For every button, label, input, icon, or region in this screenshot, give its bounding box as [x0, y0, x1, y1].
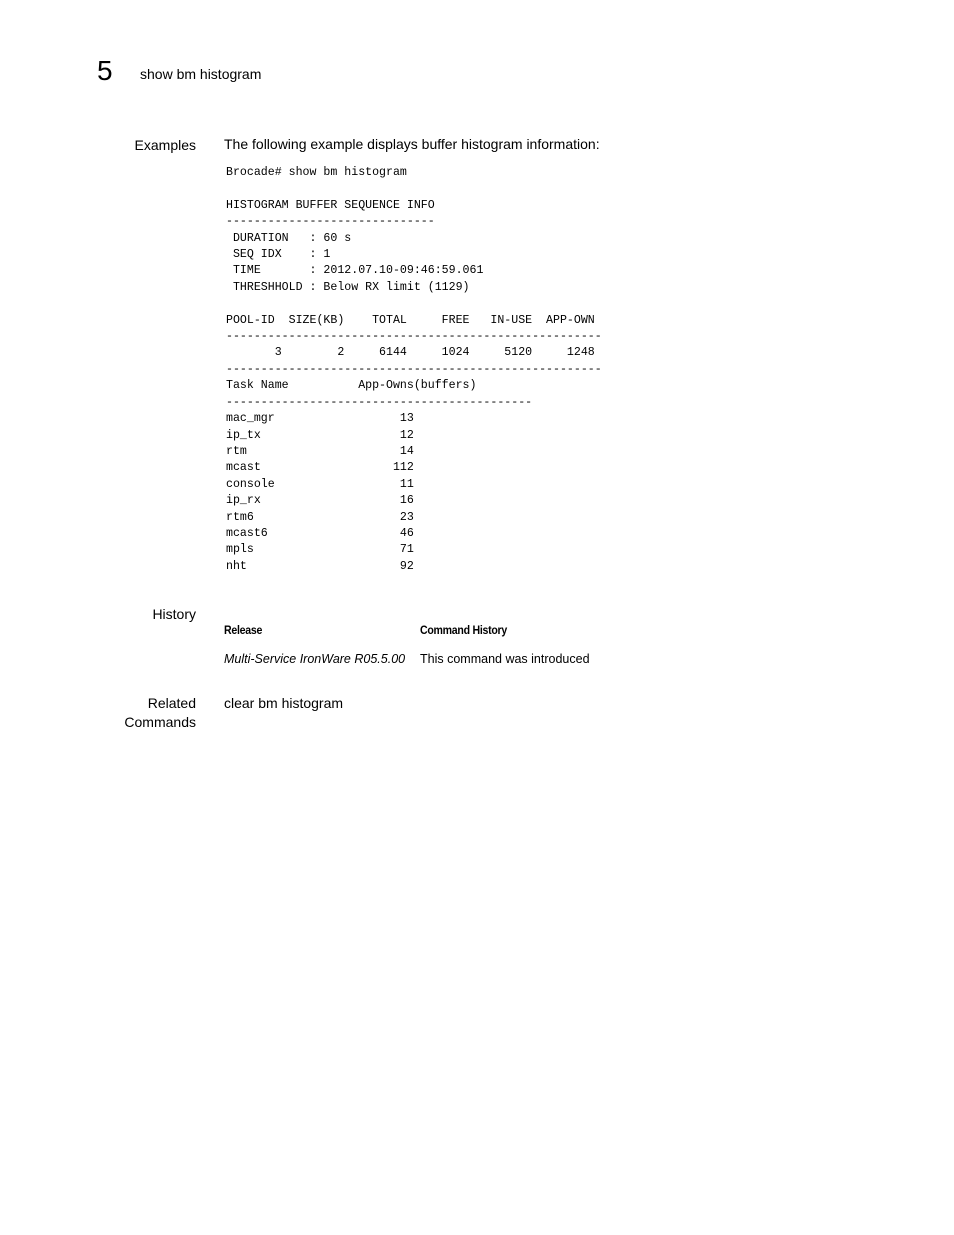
chapter-number: 5 [97, 55, 113, 86]
related-label-line1: Related [147, 695, 196, 711]
code-line: ------------------------------ [226, 215, 435, 229]
history-description-cell: This command was introduced [420, 652, 590, 666]
code-line: POOL-ID SIZE(KB) TOTAL FREE IN-USE APP-OWN [226, 313, 595, 327]
code-example [226, 165, 602, 575]
code-line: mpls 71 [226, 543, 414, 557]
code-line: ------------------------------------------------------ [226, 362, 602, 376]
code-line: mcast6 46 [226, 526, 414, 540]
related-label-line2: Commands [124, 714, 196, 730]
examples-intro: The following example displays buffer histogram information: [224, 136, 600, 152]
code-line: 3 2 6144 1024 5120 1248 [226, 346, 595, 360]
code-line: ip_rx 16 [226, 494, 414, 508]
examples-label: Examples [134, 137, 196, 153]
related-commands-label [76, 694, 196, 732]
history-release-cell: Multi-Service IronWare R05.5.00 [224, 652, 406, 666]
code-line: THRESHHOLD : Below RX limit (1129) [226, 280, 470, 294]
code-line: mac_mgr 13 [226, 412, 414, 426]
code-line: nht 92 [226, 559, 414, 573]
code-line: HISTOGRAM BUFFER SEQUENCE INFO [226, 198, 435, 212]
code-line: console 11 [226, 477, 414, 491]
code-line: ip_tx 12 [226, 428, 414, 442]
code-line: TIME : 2012.07.10-09:46:59.061 [226, 264, 484, 278]
code-line: Brocade# show bm histogram [226, 166, 407, 179]
history-col-command-history: Command History [420, 623, 507, 637]
code-line: mcast 112 [226, 461, 414, 475]
code-line: rtm 14 [226, 444, 414, 458]
code-line: Task Name App-Owns(buffers) [226, 379, 477, 393]
code-line: rtm6 23 [226, 510, 414, 524]
code-line: DURATION : 60 s [226, 231, 352, 245]
related-command-link[interactable]: clear bm histogram [224, 695, 344, 711]
code-line: ------------------------------------------------------ [226, 330, 602, 344]
code-line: SEQ IDX : 1 [226, 248, 331, 262]
running-title: show bm histogram [140, 66, 262, 82]
code-line: -------------------------------------------- [226, 395, 533, 409]
history-col-release: Release [224, 623, 263, 637]
history-label: History [152, 606, 196, 622]
